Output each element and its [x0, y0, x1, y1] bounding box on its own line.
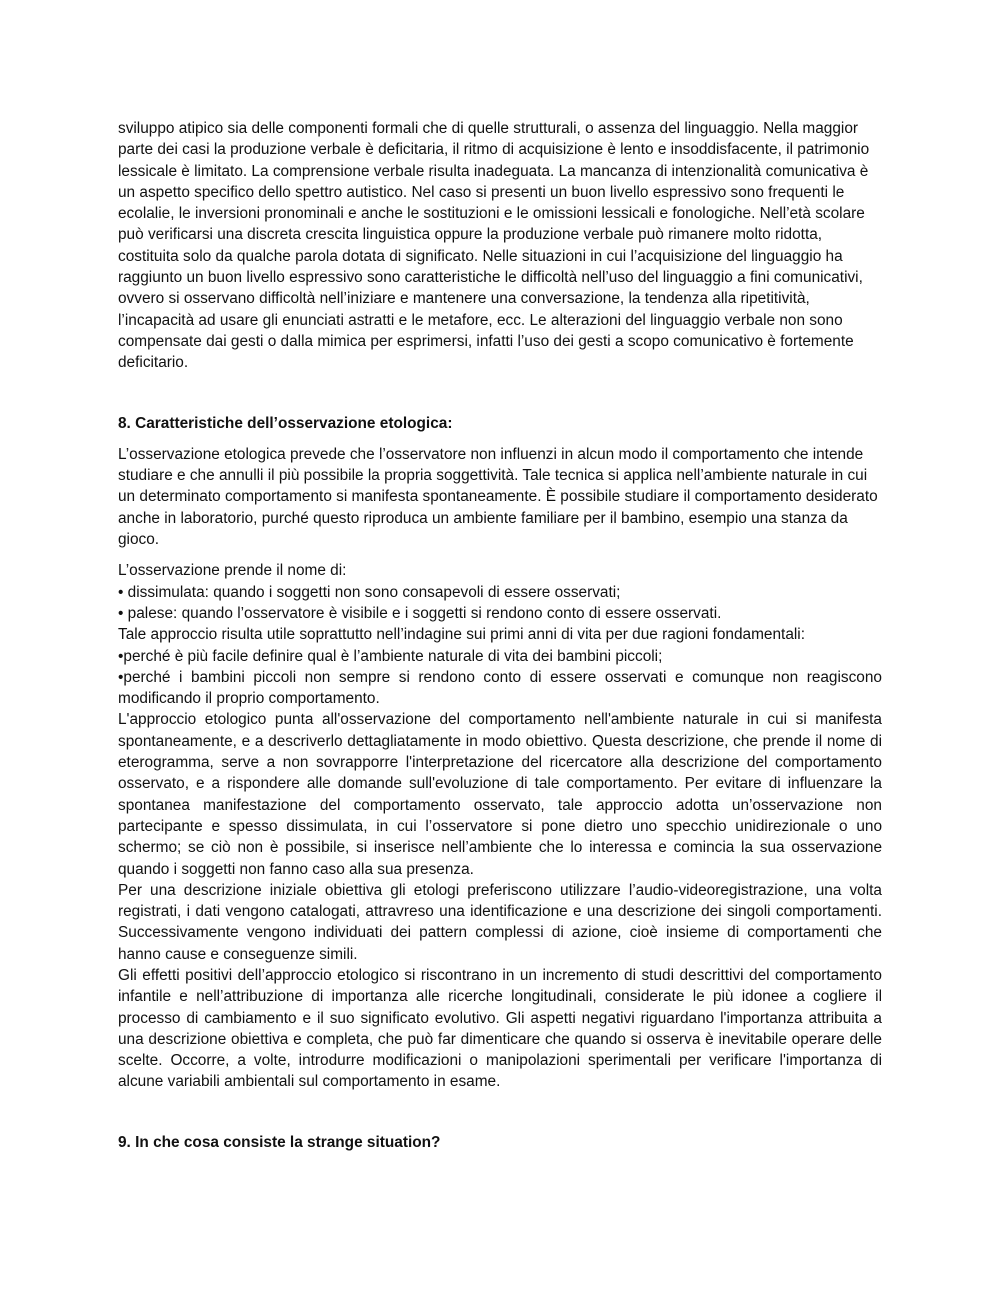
reasons-intro: Tale approccio risulta utile soprattutto nell’indagine sui primi anni di vita per due ragioni fondamentali:: [118, 626, 805, 644]
document-page: [118, 118, 882, 1153]
intro-paragraph: sviluppo atipico sia delle componenti formali che di quelle strutturali, o assenza del linguaggio. Nella maggior parte dei casi la produzione verbale è deficitaria, il ritmo di acquisizione è lento e insoddisfacente, il patrimonio lessicale è limitato. La comprensione verbale risulta inadeguata. La mancanza di intenzionalità comunicativa è un aspetto specifico dello spettro autistico. Nel caso si presenti un buon livello espressivo sono frequenti le ecolalie, le inversioni pronominali e anche le sostituzioni e le omissioni lessicali e fonologiche. Nell’età scolare può verificarsi una discreta crescita linguistica oppure la produzione verbale può rimanere molto ridotta, costituita solo da qualche parola dotata di significato. Nelle situazioni in cui l’acquisizione del linguaggio ha raggiunto un buon livello espressivo sono caratteristiche le difficoltà nell’uso del linguaggio a fini comunicativi, ovvero si osservano difficoltà nell’iniziare e mantenere una conversazione, la tendenza alla ripetitività, l’incapacità ad usare gli enunciati astratti e le metafore, ecc. Le alterazioni del linguaggio verbale non sono compensate dai gesti o dalla mimica per esprimersi, infatti l’uso dei gesti a scopo comunicativo è fortemente deficitario.: [118, 120, 870, 372]
paragraph-descrizione: Per una descrizione iniziale obiettiva gli etologi preferiscono utilizzare l’audio-videoregistrazione, una volta registrati, i dati vengono catalogati, attravreso una identificazione e una descrizione dei singoli comportamenti. Successivamente vengono individuati dei pattern complessi di azione, cioè insieme di comportamenti che hanno cause e conseguenze simili.: [118, 881, 882, 963]
section-9-heading: 9. In che cosa consiste la strange situation?: [118, 1133, 441, 1151]
observation-name-intro: L’osservazione prende il nome di:: [118, 562, 347, 580]
section-8-heading: 8. Caratteristiche dell’osservazione etologica:: [118, 414, 453, 432]
paragraph-effetti: Gli effetti positivi dell’approccio etologico si riscontrano in un incremento di studi descrittivi del comportamento infantile e nell’attribuzione di importanza alle ricerche longitudinali, considerate le più idonee a cogliere il processo di cambiamento e il suo significato evolutivo. Gli aspetti negativi riguardano l'importanza attribuita a una descrizione obiettiva e completa, che può far dimenticare che quando si osserva è inevitabile operare delle scelte. Occorre, a volte, introdurre modificazioni o manipolazioni sperimentali per verificare l'importanza di alcune variabili ambientali sul comportamento in esame.: [118, 966, 882, 1091]
paragraph-spacer: [118, 550, 882, 560]
section-8-paragraph-1: L’osservazione etologica prevede che l’osservatore non influenzi in alcun modo il comportamento che intende studiare e che annulli il più possibile la propria soggettività. Tale tecnica si applica nell’ambiente naturale in cui un determinato comportamento si manifesta spontaneamente. È possibile studiare il comportamento desiderato anche in laboratorio, purché questo riproduca un ambiente familiare per il bambino, esempio una stanza da gioco.: [118, 445, 878, 549]
paragraph-approccio: L'approccio etologico punta all'osservazione del comportamento nell'ambiente naturale in cui si manifesta spontaneamente, e a descriverlo dettagliatamente in modo obiettivo. Questa descrizione, che prende il nome di eterogramma, serve a non sovrapporre l'interpretazione del ricercatore alla descrizione del comportamento osservato, e a rispondere alle domande sull'evoluzione di tale comportamento. Per evitare di influenzare la spontanea manifestazione del comportamento osservato, tale approccio adotta un’osservazione non partecipante e spesso dissimulata, in cui l’osservatore si pone dietro uno specchio unidirezionale o uno schermo; se ciò non è possibile, si inserisce nell’ambiente che lo interessa e comincia la sua osservazione quando i soggetti non fanno caso alla sua presenza.: [118, 711, 882, 878]
bullet-dissimulata: • dissimulata: quando i soggetti non sono consapevoli di essere osservati;: [118, 583, 621, 601]
reason-2: •perché i bambini piccoli non sempre si rendono conto di essere osservati e comunque non reagiscono modificando il proprio comportamento.: [118, 668, 882, 708]
section-spacer: [118, 374, 882, 413]
section-spacer: [118, 1093, 882, 1132]
paragraph-spacer: [118, 434, 882, 444]
bullet-palese: • palese: quando l’osservatore è visibile e i soggetti si rendono conto di essere osservati.: [118, 604, 722, 622]
reason-1: •perché è più facile definire qual è l’ambiente naturale di vita dei bambini piccoli;: [118, 647, 663, 665]
